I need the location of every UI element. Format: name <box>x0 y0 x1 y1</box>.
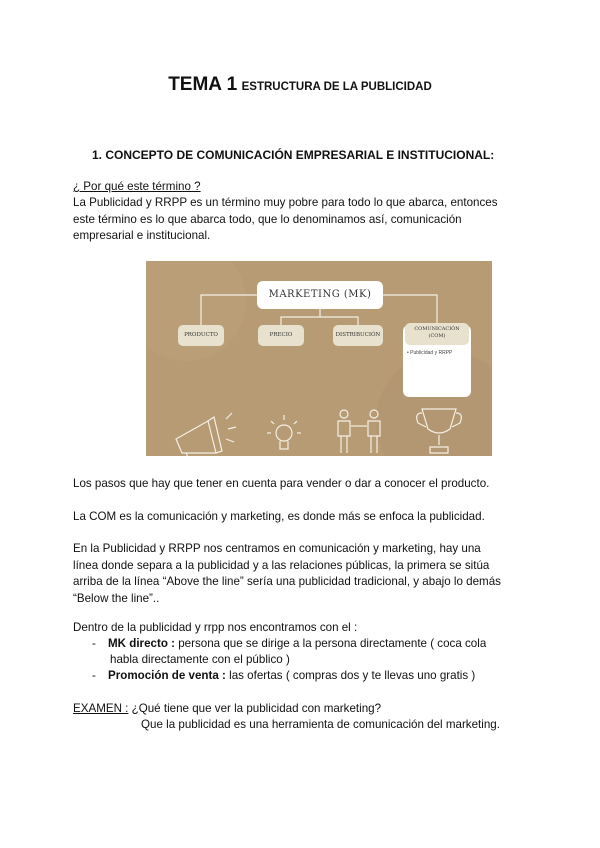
marketing-box: MARKETING (MK) <box>257 281 383 309</box>
product-box: PRODUCTO <box>178 325 224 346</box>
intro-line: este término es lo que abarca todo, que lo denominamos así, comunicación <box>73 212 462 226</box>
paragraph-line-row: “Below the line”.. <box>73 591 160 605</box>
question-heading: ¿ Por qué este término ? <box>73 180 201 193</box>
paragraph-pasos: Los pasos que hay que tener en cuenta para vender o dar a conocer el producto. <box>73 477 490 490</box>
paragraph-com: La COM es la comunicación y marketing, es donde más se enfoca la publicidad. <box>73 510 485 523</box>
communication-abbr: (COM) <box>428 333 446 339</box>
list-term: MK directo : <box>108 637 175 650</box>
tema-subtitle: ESTRUCTURA DE LA PUBLICIDAD <box>241 81 432 93</box>
exam-label: EXAMEN : <box>73 702 129 715</box>
intro-line: empresarial e institucional. <box>73 229 211 242</box>
list-item-continuation: habla directamente con el público ) <box>110 653 290 666</box>
price-box: PRECIO <box>258 325 304 346</box>
list-text: persona que se dirige a la persona directamente ( coca cola <box>175 637 487 650</box>
marketing-diagram <box>146 261 492 456</box>
intro-paragraph <box>73 195 533 245</box>
paragraph-line-row: arriba de la línea “Above the line” sería una publicidad tradicional, y abajo lo demás <box>73 575 501 588</box>
exam-question <box>73 701 533 718</box>
paragraph-line-row: línea donde separa a la publicidad y a las relaciones públicas, la primera se sitúa <box>73 558 490 572</box>
section-heading: 1. CONCEPTO DE COMUNICACIÓN EMPRESARIAL E INSTITUCIONAL: <box>92 148 495 162</box>
paragraph-dentro: Dentro de la publicidad y rrpp nos encontramos con el : <box>73 621 358 634</box>
list-item: - Promoción de venta : las ofertas ( compras dos y te llevas uno gratis ) <box>92 669 476 682</box>
tema-number: TEMA 1 <box>168 74 238 95</box>
distribution-box: DISTRIBUCIÓN <box>333 325 383 346</box>
communication-label: COMUNICACIÓN <box>414 326 460 332</box>
list-item: - MK directo : persona que se dirige a la persona directamente ( coca cola <box>92 637 487 650</box>
list-term: Promoción de venta : <box>108 669 226 682</box>
paragraph-line <box>73 541 533 607</box>
list-text: las ofertas ( compras dos y te llevas uno gratis ) <box>225 669 476 682</box>
exam-answer: Que la publicidad es una herramienta de comunicación del marketing. <box>141 718 500 731</box>
exam-question-text: ¿Qué tiene que ver la publicidad con marketing? <box>128 702 382 715</box>
communication-box <box>405 323 469 345</box>
intro-line: La Publicidad y RRPP es un término muy pobre para todo lo que abarca, entonces <box>73 196 498 209</box>
paragraph-line-row: En la Publicidad y RRPP nos centramos en comunicación y marketing, hay una <box>73 542 481 555</box>
communication-item: • Publicidad y RRPP <box>407 350 453 356</box>
page-title <box>0 74 600 96</box>
